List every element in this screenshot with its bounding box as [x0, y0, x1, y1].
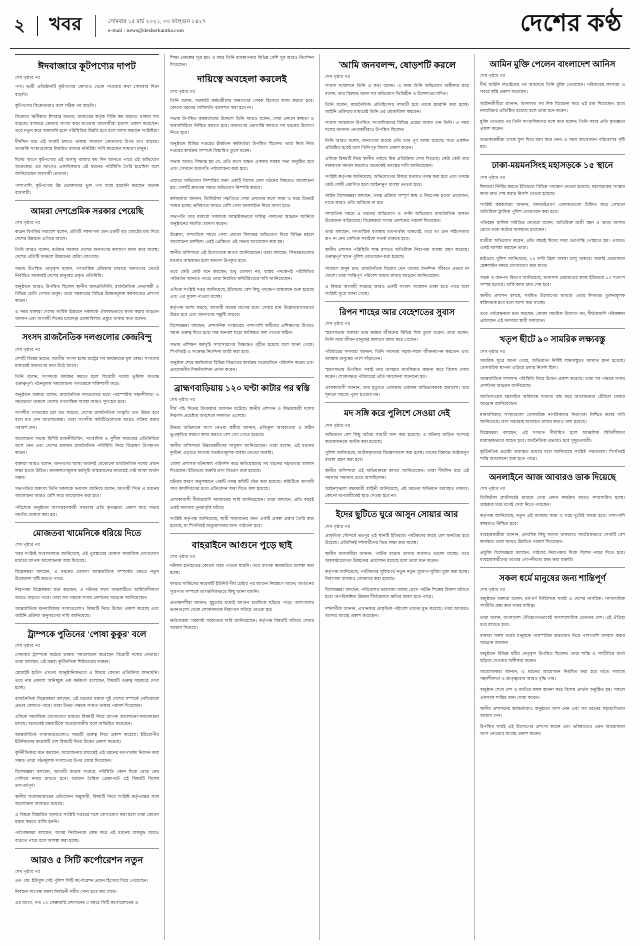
- article-paragraph: শিক্ষা প্রকল্পের সূত্র হয়। এ বছর তিনি ব্যবস্থাপনার বিভিন্ন বেশি খুব আরও নির্দেশনা দিয়েছেন।: [170, 55, 314, 68]
- article-paragraph: ব্যবহারকারীরা জানান, প্রাথমিক কিছু সমস্যা থাকলেও সামগ্রিকভাবে সেবাটি বেশ কার্যকর। তারা আরও উন্নতির পরামর্শ দিয়েছেন।: [480, 531, 625, 544]
- article-paragraph: প্রত্যক্ষদর্শীরা জানান, মুহূর্তের মধ্যেই আগুন চারদিকে ছড়িয়ে পড়ে। আশপাশের ভবনগুলো থেকে লোকজনকে নিরাপদে সরিয়ে নেওয়া হয়।: [170, 599, 314, 612]
- masthead-horizontal-rule: [10, 48, 630, 49]
- article-separator: [15, 54, 159, 55]
- article-paragraph: এদিকে সংশ্লিষ্ট দপ্তর জানিয়েছে, ইতিমধ্যে বেশ কিছু পদক্ষেপ বাস্তবায়ন শুরু হয়েছে এবং এর সুফল পাওয়া যাচ্ছে।: [170, 286, 314, 300]
- article-paragraph: তিনি বলেন, সংসদকে কার্যকর করতে হলে বিরোধী দলের ভূমিকা অত্যন্ত গুরুত্বপূর্ণ। গঠনমূলক সমালোচনা গণতন্ত্রকে শক্তিশালী করে।: [15, 373, 159, 386]
- article-paragraph: স্থানীয় প্রশাসনের কর্মকর্তারাও অনুষ্ঠানে অংশ নেন এবং সব ধরনের সহযোগিতার আশ্বাস দেন।: [480, 705, 625, 718]
- article-separator: [170, 377, 314, 378]
- article-paragraph: কর্তৃপক্ষ জানিয়েছে, নতুন এই ব্যবস্থায় সময় ও খরচ দুটোই সাশ্রয় হবে। পাশাপাশি স্বচ্ছতাও নিশ্চিত হবে।: [480, 513, 625, 526]
- article-columns: [10, 54, 630, 940]
- article-paragraph: তারা বলছেন, গণতান্ত্রিক ব্যবস্থায় মতপার্থক্য থাকবেই, তবে তা যেন সহিংসতায় রূপ না নেয় সেদিকে সবাইকে সতর্ক থাকতে হবে।: [325, 229, 469, 242]
- article-paragraph: হাইওয়ে পুলিশ জানিয়েছে, ২৪ ঘণ্টা টহল ব্যবস্থা চালু থাকবে। জরুরি প্রয়োজনে হেল্পলাইন নম্বরে যোগাযোগ করা যাবে।: [480, 256, 625, 269]
- article-separator: [15, 848, 159, 849]
- article-paragraph: হোয়াইট হাউস এখনো আনুষ্ঠানিকভাবে এ বিষয়ে কোনো প্রতিক্রিয়া জানায়নি। তবে নাম প্রকাশে অনিচ্ছুক এক কর্মকর্তা বলেছেন, বিষয়টি গুরুত্ব সহকারে দেখা হচ্ছে।: [15, 670, 159, 690]
- article-paragraph: সভায় আরও সিদ্ধান্ত হয় যে, প্রতি মাসে অন্তত একবার সমন্বয় সভা অনুষ্ঠিত হবে এবং সেখানে অগ্রগতি পর্যালোচনা করা হবে।: [170, 159, 314, 172]
- article-headline[interactable]: 'আমি জনবলন্দ, ষোড়শটি করলে: [337, 60, 457, 70]
- article-paragraph: করেন বিগত্তির সমাবেশ বলেন, প্রতিটি সকল দল যেন একটি বড় জোটের মধ্য দিয়ে দেশের উন্নয়নে এগিয়ে আসে।: [15, 229, 159, 242]
- article-byline: শেষ পৃষ্ঠার পর: [480, 348, 506, 354]
- article-paragraph: বিশেষজ্ঞরা বলছেন, প্রশাসনিক সংস্কারের পাশাপাশি কর্মীদের প্রশিক্ষণের উপরও সমান গুরুত্ব দিতে হবে। দক্ষ জনবল ছাড়া কাঙ্ক্ষিত ফল পাওয়া কঠিন।: [170, 323, 314, 336]
- article-paragraph: দেশটি বিশ্বের ভবনে, জাতীয় সংসদ হচ্ছে রাষ্ট্রের সব কার্যক্রমের মূল কেন্দ্র। সংসদের মাধ্যমেই জনগণের কথা উঠে আসে।: [15, 355, 159, 368]
- article-paragraph: এছাড়া অভিযোগ নিষ্পত্তির জন্য একটি বিশেষ সেল গঠনের বিষয়েও আলোচনা হয়। সেলটি দ্রুততম সময়ে অভিযোগ নিষ্পত্তি করবে।: [170, 177, 314, 190]
- article-byline: শেষ পৃষ্ঠার পর: [15, 542, 41, 548]
- article-paragraph: স্থানীয় বাসিন্দারা উদ্ধারকর্মীদের সাধুবাদ জানিয়েছেন। তারা বলেন, এই ধরনের দুর্ঘটনা এড়াতে আগাম সতর্কতামূলক ব্যবস্থা নেওয়া জরুরি।: [170, 442, 314, 455]
- article-headline[interactable]: ব্রাহ্মণবাড়িয়ায় ১২০ ঘণ্টা কাটার পর স্বস্তি: [174, 384, 310, 393]
- article-paragraph: সংশ্লিষ্ট কর্তৃপক্ষ জানিয়েছে, স্থায়ী সমাধানের জন্য একটি প্রকল্প প্রস্তাব তৈরি করা হয়েছে, যা শিগগিরই অনুমোদনের জন্য পাঠানো হবে।: [170, 515, 314, 528]
- article-paragraph: সড়ক ও জনপথ বিভাগ জানিয়েছে, খানাখন্দ মেরামতের কাজ ইতিমধ্যে ৮০ শতাংশ সম্পন্ন হয়েছে। বাকি কাজ দ্রুত শেষ হবে।: [480, 274, 625, 287]
- article-headline[interactable]: ট্রাম্পকে পুতিনের 'পোষা কুকুর' বলে: [27, 629, 147, 639]
- article-paragraph: স্মরণসভায় বক্তারা তার কর্মময় জীবনের বিভিন্ন দিক তুলে ধরেন। তারা বলেন, তিনি সারা জীবন মানুষের কল্যাণে কাজ করে গেছেন।: [325, 330, 469, 343]
- article-paragraph: বিশ্লেষকরা বলছেন, এই সংঘাত দীর্ঘায়িত হলে আঞ্চলিক স্থিতিশীলতা মারাত্মকভাবে ব্যাহত হবে। অর্থনৈতিক প্রভাবও হবে সুদূরপ্রসারী।: [480, 430, 625, 443]
- article-paragraph: পর্যবেক্ষকরা বলছেন, আসন্ন নির্বাচনকে কেন্দ্র করে এই ধরনের বাকযুদ্ধ আরও বাড়তে পারে বলে আশঙ্কা করা হচ্ছে।: [15, 830, 159, 843]
- article-paragraph: প্রাকৃতিক সৌন্দর্যে ভরপুর এই স্থানটি ইতিমধ্যে পর্যটকদের কাছে বেশ জনপ্রিয় হয়ে উঠেছে। প্রতিদিনই দর্শনার্থীদের ভিড় লক্ষ্য করা যাচ্ছে।: [325, 532, 469, 545]
- article-paragraph: কূটনীতিকরা মনে করছেন, আলোচনার মাধ্যমেই এই ধরনের মতপার্থক্য নিরসন করা সম্ভব। তারা গঠনমূলক সংলাপের উপর জোর দিয়েছেন।: [15, 750, 159, 763]
- article-headline[interactable]: ইদের ছুটিতে ঘুরে আসুন সোয়ার আর: [335, 510, 459, 520]
- article-paragraph: এ বিষয়ে আগামী সপ্তাহে আরও একটি সংবাদ সম্মেলন ডাকা হতে পারে বলে সংশ্লিষ্ট সূত্রে জানা গেছে।: [325, 283, 469, 296]
- section-title: খবর: [49, 14, 83, 34]
- article-paragraph: সভায় প্রশিক্ষণ কর্মসূচি সম্প্রসারণের সিদ্ধান্তও গৃহীত হয়েছে বলে জানা গেছে। শিগগিরই এ সংক্রান্ত নির্দেশনা জারি করা হবে।: [170, 341, 314, 354]
- article-paragraph: স্থানীয় সংবাদমাধ্যমের প্রতিবেদন অনুযায়ী, বিষয়টি নিয়ে সংশ্লিষ্ট কর্তৃপক্ষের সঙ্গে আলোচনা অব্যাহত রয়েছে।: [15, 793, 159, 807]
- masthead-left: [12, 10, 206, 41]
- article-headline[interactable]: দায়িত্বে অবহেলা করলেই: [197, 74, 287, 85]
- article-paragraph: এলাকাবাসী দীর্ঘমেয়াদি সমাধানের দাবি জানিয়েছেন। তারা বলছেন, প্রতি বছরই একই সমস্যার পুনরাবৃত্তি ঘটছে।: [170, 497, 314, 510]
- article-paragraph: এ বিষয়ে বিস্তারিত জানতে সংশ্লিষ্ট দপ্তরের সঙ্গে যোগাযোগ করা হলে তারা কোনো মন্তব্য করতে রাজি হননি।: [15, 812, 159, 825]
- article-paragraph: বিশ্লেষকরা বলছেন, এ ধরনের ঘোষণা আন্তর্জাতিক সম্পর্কের ক্ষেত্রে নতুন উত্তেজনা সৃষ্টি করতে পারে।: [15, 569, 159, 582]
- article-paragraph: নিরাপত্তা বিশ্লেষকরা মনে করছেন, এ ঘটনার ফলে অঞ্চলটিতে অস্থিতিশীলতা আরও বাড়তে পারে। তারা সব পক্ষকে সংযম প্রদর্শনের আহ্বান জানিয়েছেন।: [15, 587, 159, 600]
- article-paragraph: বিশেষজ্ঞরা বলছেন, আগামী কয়েক সপ্তাহে পরিস্থিতি কোন দিকে মোড় নেয় সেদিকে নজর রাখতে হবে। বর্তমান বৈশ্বিক প্রেক্ষাপটে এই বিষয়টি বিশেষ তাৎপর্যপূর্ণ।: [15, 768, 159, 788]
- article-paragraph: স্থানীয় প্রশাসন বলছে, সমন্বিত উদ্যোগের মাধ্যমে এবার ঈদযাত্রা তুলনামূলক স্বস্তিদায়ক হবে বলে আশা করা যাচ্ছে।: [480, 292, 625, 305]
- article-separator: [480, 466, 625, 467]
- article-paragraph: জেলা প্রশাসক ঘটনাস্থল পরিদর্শন করে ক্ষতিগ্রস্তদের সব ধরনের সহায়তার আশ্বাস দিয়েছেন। ইতিমধ্যে জরুরি ত্রাণ বিতরণ শুরু হয়েছে।: [170, 460, 314, 474]
- article-separator: [325, 301, 469, 302]
- article-paragraph: সংসদীয় গণতন্ত্রের চর্চা যত বাড়বে, দেশের রাজনৈতিক সংস্কৃতি তত উন্নত হবে বলে মত দেন আলোচকরা। তারা সংসদীয় কমিটিগুলোকে আরও সক্রিয় করার পরামর্শ দেন।: [15, 410, 159, 430]
- masthead: [10, 8, 630, 44]
- article-paragraph: খবর সংশ্লিষ্ট সংবাদমাধ্যম জানিয়েছে, এই পুরস্কারের ঘোষণা সামাজিক যোগাযোগ মাধ্যমে ব্যাপক আলোচনার জন্ম দিয়েছে।: [15, 551, 159, 564]
- article-paragraph: এদিকে বিষয়টি নিয়ে স্থানীয় পর্যায়ে মিশ্র প্রতিক্রিয়া দেখা দিয়েছে। কেউ কেউ তার বক্তব্যকে সমর্থন করলেও অনেকেই তদন্তের দাবি জানিয়েছেন।: [325, 156, 469, 169]
- article-paragraph: পরিবারের সদস্যরা জানান, তিনি সবসময় সহজ-সরল জীবনযাপন করতেন এবং অসহায় মানুষের পাশে দাঁড়াতেন।: [325, 348, 469, 361]
- article-paragraph: বিক্রেতা 'ঝটিকার' ইশারার অভাব, বাজারের কর্তৃক বিক্রি কম বাড়তে থাকায় দাম বাড়ছে। বাজারে ক্রেতার সংখ্যা কমে যাওয়ায় ব্যবসায়ীরা হতাশা প্রকাশ করেছেন। তবে নতুন করে আমদানি হলে পরিস্থিতির উন্নতি হবে বলে আশা করছেন সংশ্লিষ্টরা।: [15, 113, 159, 133]
- article-paragraph: সংশ্লিষ্ট কর্তৃপক্ষ জানিয়েছে, অভিযোগের বিষয়ে যথাযথ তদন্ত করা হবে এবং তদন্তে কেউ দোষী প্রমাণিত হলে আইনানুগ ব্যবস্থা নেওয়া হবে।: [325, 174, 469, 187]
- article-paragraph: এদিকে সামাজিক যোগাযোগ মাধ্যমে বিষয়টি নিয়ে ব্যাপক আলোচনা-সমালোচনা চলছে। অনেকেই মন্তব্যটিকে অপ্রয়োজনীয় বলে অভিহিত করেছেন।: [15, 713, 159, 727]
- article-byline: শেষ পৃষ্ঠার পর: [480, 174, 506, 180]
- article-paragraph: বক্তারা আরও বলেন, জনগণের আস্থা অর্জনই যেকোনো রাজনৈতিক দলের প্রধান লক্ষ্য হওয়া উচিত। জনকল্যাণমূলক কর্মসূচি বাস্তবায়নের মাধ্যমেই সেই আস্থা অর্জন সম্ভব।: [15, 460, 159, 481]
- masthead-divider: [37, 16, 38, 36]
- article-paragraph: অভিযানে বেশ কিছু অবৈধ সামগ্রী জব্দ করা হয়েছে। এ ঘটনায় জড়িত সন্দেহে কয়েকজনকে আটক করা হয়েছে।: [325, 431, 469, 444]
- article-byline: শেষ পৃষ্ঠার পর: [325, 321, 351, 327]
- article-paragraph: উপস্থিত সবাই এই উদ্যোগের প্রশংসা করেন এবং ভবিষ্যতেও এমন আয়োজনে অংশ নেওয়ার আগ্রহ প্রকাশ করেন।: [480, 723, 625, 737]
- article-headline[interactable]: আমিন মুক্তি পেলেন বাংলাদেশ আনিস: [489, 60, 616, 69]
- article-paragraph: অনুষ্ঠানে বক্তারা বলেন, ধর্ম-বর্ণ নির্বিশেষে সবাই এ দেশের নাগরিক। সাম্প্রদায়িক সম্প্রীতি রক্ষা করা সবার দায়িত্ব।: [480, 596, 625, 609]
- article-paragraph: কর্তৃপক্ষ জানিয়েছে, পর্যটকদের সুবিধার্থে নতুন নতুন সুযোগ-সুবিধা যুক্ত করা হচ্ছে। নিরাপত্তা ব্যবস্থাও জোরদার করা হয়েছে।: [325, 569, 469, 582]
- article-byline: শেষ পৃষ্ঠার পর: [15, 346, 41, 352]
- article-paragraph: দীর্ঘদিন ধরে এই সংকট চলতে থাকায় সাধারণ ক্রেতাদের উপর চাপ বাড়ছে। তদারকি সংস্থাগুলোর নিয়মিত বাজার মনিটরিং দাবি করেছেন সাধারণ মানুষ।: [15, 139, 159, 152]
- article-headline[interactable]: আরও ৫ সিটি কর্পোরেশন নতুন: [30, 854, 144, 865]
- article-paragraph: অনুষ্ঠান শেষে কর্মকর্তারা বিভিন্ন বিভাগের কার্যক্রম সরেজমিনে পরিদর্শন করেন এবং প্রয়োজনীয় দিকনির্দেশনা প্রদান করেন।: [170, 359, 314, 372]
- article-byline: শেষ পৃষ্ঠার পর: [480, 73, 506, 79]
- article-paragraph: তিনি আরও বলেন, জনগণের রায়ের প্রতি তার পূর্ণ আস্থা রয়েছে। সত্য একদিন প্রতিষ্ঠিত হবেই বলে তিনি দৃঢ় বিশ্বাস প্রকাশ করেন।: [325, 138, 469, 151]
- article-paragraph: যাত্রীরা অভিযোগ করেন, প্রতি বছরই ঈদের সময় ভোগান্তি পোহাতে হয়। এবারও একই আশঙ্কা করছেন তারা।: [480, 238, 625, 251]
- article-paragraph: শুভাকাঙ্ক্ষীরা তাকে ফুল দিয়ে বরণ করে নেন। এ সময় আবেগঘন পরিবেশের সৃষ্টি হয়।: [480, 136, 625, 150]
- article-paragraph: পরিশেষে অনুষ্ঠানে অংশগ্রহণকারী সকলের প্রতি কৃতজ্ঞতা প্রকাশ করে সভার সমাপ্তি ঘোষণা করা হয়।: [15, 504, 159, 517]
- article-paragraph: আইনজীবীরা জানান, আদালত সব দিক বিবেচনা করে এই রায় দিয়েছেন। রায়ে ন্যায়বিচার প্রতিষ্ঠিত হয়েছে বলে তারা মনে করেন।: [480, 100, 625, 113]
- article-headline[interactable]: সকল ধর্মে মানুষের জন্য শান্তিপূর্ণ: [499, 574, 606, 584]
- article-separator: [480, 567, 625, 568]
- article-headline[interactable]: মদ সঙ্গি করে পুলিশে সেওয়া দেই: [344, 409, 450, 419]
- article-paragraph: উদ্ধার অভিযানে অংশ নেওয়া কর্মীরা জানান, প্রতিকূল আবহাওয়া ও কঠিন ভূপ্রকৃতির কারণে কাজ করতে বেশ বেগ পেতে হয়েছে।: [170, 424, 314, 437]
- article-paragraph: অনুষ্ঠানে বিভিন্ন ধর্মীয় নেতৃবৃন্দ উপস্থিত ছিলেন। তারা শান্তি ও সম্প্রীতির বার্তা ছড়িয়ে দেওয়ার অঙ্গীকার করেন।: [480, 651, 625, 664]
- article-paragraph: সংশ্লিষ্ট কর্মকর্তারা জানান, যানজটপ্রবণ এলাকাগুলো চিহ্নিত করে সেখানে অতিরিক্ত ট্রাফিক পুলিশ মোতায়েন করা হবে।: [480, 201, 625, 214]
- article-paragraph: কর্তৃপক্ষ আশা করছে, আগামী কয়েক মাসের মধ্যে সেবার মান উল্লেখযোগ্যভাবে উন্নত হবে এবং জনগণের সন্তুষ্টি বাড়বে।: [170, 305, 314, 318]
- article-paragraph: অনুষ্ঠানে বক্তারা বলেন, রাজনৈতিক দলগুলোর মধ্যে পারস্পরিক সহনশীলতা ও সমঝোতা থাকলে দেশের গণতান্ত্রিক ব্যবস্থা আরও সুসংহত হবে।: [15, 392, 159, 405]
- article-headline[interactable]: রিপন শাহের আর বেহেশতের সুবাস: [339, 308, 455, 318]
- article-headline[interactable]: আমরা দেশপ্রেমিক সরকার পেয়েছি: [30, 206, 144, 216]
- article-paragraph: পাশাপাশি, কূটপণ্যের ফ্রি ভোক্তাদের ভুল পণ্য বাছে হয়রানি করছেন অনেক ব্যবসায়ী।: [15, 182, 159, 195]
- article-paragraph: ঘটনায় হতাহতের কোনো খবর পাওয়া যায়নি। তবে ব্যাপক ক্ষয়ক্ষতির আশঙ্কা করা হচ্ছে।: [170, 563, 314, 576]
- article-paragraph: সংবাদ সম্মেলনে উপস্থিত সাংবাদিকদের বিভিন্ন প্রশ্নের জবাব দেন তিনি। এ সময় দলের অন্যান্য নেতাকর্মীরাও উপস্থিত ছিলেন।: [325, 119, 469, 132]
- article-byline: শেষ পৃষ্ঠার পর: [15, 869, 41, 875]
- article-paragraph: তবে পর্যবেক্ষকরা মনে করছেন, কেবল সাময়িক উদ্যোগ নয়, দীর্ঘমেয়াদি পরিকল্পনা প্রয়োজন এই সমস্যার স্থায়ী সমাধানে।: [480, 311, 625, 324]
- article-headline[interactable]: ঢাকা-ময়মনসিংহ মহাসড়কে ১৫ স্থানে: [491, 161, 614, 171]
- article-separator: [15, 522, 159, 523]
- article-paragraph: ক্ষতিগ্রস্তরা সরকারি সহায়তার দাবি জানিয়েছেন। কর্তৃপক্ষ বিষয়টি খতিয়ে দেখার আশ্বাস দিয়েছে।: [170, 617, 314, 630]
- article-separator: [480, 154, 625, 155]
- article-paragraph: ঈদের আগে কূটপণ্যের এই অসাধু বাজার কম দিন আনতে পারে এই অভিযোগ অনেকের। এর আগেও একাধিকবার এই ধরনের পরিস্থিতি তৈরি হয়েছিল বলে জানিয়েছেন ব্যবসায়ী নেতারা।: [15, 157, 159, 177]
- article-paragraph: সভায় উপস্থিত নেতৃবৃন্দ বলেন, গণতান্ত্রিক প্রক্রিয়ার মাধ্যমে জনগণের ভোটে নির্বাচিত সরকারই দেশের মানুষের প্রকৃত প্রতিনিধি।: [15, 265, 159, 278]
- article-separator: [325, 503, 469, 504]
- article-paragraph: তিনি আরও বলেন, বর্তমান সরকার দেশের জনগণের কল্যাণে কাজ করে যাচ্ছে। দেশের প্রতিটি অঞ্চলে উন্নয়নের ছোঁয়া লেগেছে।: [15, 247, 159, 260]
- article-paragraph: সাম্প্রতিক সময়ে এ ধরনের অভিযোগ ও পাল্টা অভিযোগ রাজনৈতিক অঙ্গনে উত্তেজনা বাড়িয়েছে। বিশ্লেষকরা সংযম প্রদর্শনের পরামর্শ দিয়েছেন।: [325, 210, 469, 224]
- article-paragraph: আন্তর্জাতিক গণমাধ্যমগুলোও খবরটি গুরুত্ব দিয়ে প্রকাশ করেছে। ইউরোপীয় ইউনিয়নের কয়েকটি দেশ বিষয়টি নিয়ে উদ্বেগ প্রকাশ করেছে।: [15, 732, 159, 745]
- article-byline: শেষ পৃষ্ঠার পর: [480, 486, 506, 492]
- article-headline[interactable]: বাহরাইনে আগুনে পুড়ে ছাই: [191, 539, 293, 550]
- article-paragraph: দীর্ঘ আইনি লড়াইয়ের পর অবশেষে তিনি মুক্তি পেয়েছেন। পরিবারের সদস্যরা এ খবরে স্বস্তি প্রকাশ করেছেন।: [480, 82, 625, 95]
- article-byline: শেষ পৃষ্ঠার পর: [15, 75, 41, 81]
- article-byline: শেষ পৃষ্ঠার পর: [15, 643, 41, 649]
- article-paragraph: কূটনৈতিক প্রচেষ্টা অব্যাহত রয়েছে বলে জানিয়েছে সংশ্লিষ্ট পক্ষগুলো। শিগগিরই শান্তি আলোচনা শুরু হতে পারে।: [480, 448, 625, 461]
- article-paragraph: অনুষ্ঠানে আরও উপস্থিত ছিলেন স্থানীয় জনপ্রতিনিধি, রাজনৈতিক নেতাকর্মী ও বিভিন্ন শ্রেণি পেশার মানুষ। তারা সরকারের বিভিন্ন উন্নয়নমূলক কর্মকাণ্ডের প্রশংসা করেন।: [15, 283, 159, 303]
- article-headline[interactable]: সংসদ রাজনৈতিক দলগুলোর কেন্দ্রবিন্দু: [22, 333, 152, 343]
- article-paragraph: নির্বাচন সাপেক্ষ সকল নির্বাচনী সমীর সেনা হতে কম শেষে।: [15, 889, 117, 895]
- article-paragraph: বক্তারা সকল ধর্মের মানুষকে পারস্পরিক শ্রদ্ধাবোধ নিয়ে পাশাপাশি বসবাস করার আহ্বান জানান।: [480, 632, 625, 645]
- column-1: [10, 54, 165, 940]
- article-paragraph: উল্লেখ্য, সাম্প্রতিক সময়ে সেবা প্রদানে বিলম্বের অভিযোগ নিয়ে বিভিন্ন মহলে আলোচনা চলছিল। এরই প্রেক্ষিতে এই সভার আয়োজন করা হয়।: [170, 232, 314, 245]
- article-paragraph: ডিজিটাল প্ল্যাটফর্মের মাধ্যমে সেবা প্রদান কার্যক্রম আরও সম্প্রসারিত হচ্ছে। গ্রাহকরা ঘরে বসেই সেবা নিতে পারছেন।: [480, 495, 625, 508]
- masthead-dateblock: [108, 16, 206, 35]
- article-paragraph: আইনশৃঙ্খলা রক্ষাকারী বাহিনী জানিয়েছে, এই ধরনের অভিযান অব্যাহত থাকবে। কোনো অপরাধীকেই ছাড় দেওয়া হবে না।: [325, 486, 469, 499]
- article-byline: শেষ পৃষ্ঠার পর: [170, 397, 196, 403]
- article-paragraph: সংবাদ সম্মেলনে তিনি এ কথা বলেন। এ সময় তিনি অভিযোগ অস্বীকার করে বলেন, তার বিরুদ্ধে আনা সব অভিযোগ ভিত্তিহীন ও উদ্দেশ্যপ্রণোদিত।: [325, 83, 469, 96]
- article-separator: [15, 326, 159, 327]
- article-paragraph: আয়োজকরা জানান, এ ধরনের আয়োজন নিয়মিত করা হবে যাতে সমাজে সহনশীলতা ও ভ্রাতৃত্ববোধ আরও বৃদ্ধি পায়।: [480, 669, 625, 682]
- article-paragraph: কূটপণ্যের বিক্রেতারাও বলে সঠিক পর বাড়তি।: [15, 102, 97, 108]
- article-byline: শেষ পৃষ্ঠার পর: [170, 88, 196, 94]
- article-paragraph: মুক্তি পাওয়ার পর তিনি সাংবাদিকদের সঙ্গে কথা বলেন। তিনি সবার প্রতি কৃতজ্ঞতা প্রকাশ করেন।: [480, 118, 625, 131]
- article-paragraph: দীর্ঘ পাঁচ দিনের উৎকণ্ঠার অবসান ঘটেছে। স্থানীয় প্রশাসন ও উদ্ধারকারী দলের নিরলস প্রচেষ্টায় অবশেষে সফলতা এসেছে।: [170, 406, 314, 419]
- column-3: [320, 54, 475, 940]
- article-separator: [15, 200, 159, 201]
- article-paragraph: সভায় উপস্থিত কর্মকর্তাদের উদ্দেশে তিনি আরও বলেন, সেবা প্রদানে স্বচ্ছতা ও জবাবদিহিতা নিশ্চিত করতে হবে। জনগণের ভোগান্তি কমাতে সব ধরনের উদ্যোগ নিতে হবে।: [170, 115, 314, 136]
- article-byline: শেষ পৃষ্ঠার পর: [15, 220, 41, 226]
- article-paragraph: আন্তর্জাতিক সম্প্রদায় পরিস্থিতি নিয়ে উদ্বেগ প্রকাশ করেছে। তারা সব পক্ষকে সংযম প্রদর্শনের আহ্বান জানিয়েছে।: [480, 375, 625, 388]
- article-byline: শেষ পৃষ্ঠার পর: [325, 422, 351, 428]
- page-number: ২: [14, 16, 26, 35]
- article-byline: শেষ পৃষ্ঠার পর: [325, 523, 351, 529]
- article-paragraph: স্মরণসভায় উপস্থিত সবাই তার আত্মার মাগফিরাত কামনা করে বিশেষ দোয়া করেন। শোকসন্তপ্ত পরিবারের প্রতি সমবেদনা জানানো হয়।: [325, 366, 469, 379]
- article-paragraph: এলাকাবাসী জানান, তার মৃত্যুতে এলাকার একজন অভিভাবককে হারালো। তার শূন্যতা সহজে পূরণ হওয়ার নয়।: [325, 384, 469, 398]
- article-paragraph: কর্মকর্তারা জানান, ডিজিটাল পদ্ধতিতে সেবা প্রদানের ফলে সময় ও খরচ উভয়ই সাশ্রয় হচ্ছে। ভবিষ্যতে আরও বেশি সেবা অনলাইনে নিয়ে আসা হবে।: [170, 195, 314, 208]
- newspaper-logo: দেশের কণ্ঠ: [520, 11, 622, 37]
- article-paragraph: বিশেষজ্ঞরা বলছেন, পরিবেশের ভারসাম্য বজায় রেখে পর্যটন শিল্পের বিকাশ ঘটাতে হবে। অপরিকল্পিত উন্নয়ন দীর্ঘমেয়াদে ক্ষতির কারণ হতে পারে।: [325, 587, 469, 600]
- article-paragraph: অনুষ্ঠানে বিভিন্ন দপ্তরের ঊর্ধ্বতন কর্মকর্তারা উপস্থিত ছিলেন। তারা নিজ নিজ দপ্তরের কার্যক্রম সম্পর্কে বিস্তারিত তুলে ধরেন।: [170, 141, 314, 154]
- article-paragraph: পণ্য। ভারী প্রতিষ্ঠানটি কূটপণ্যের কোথাও থেকে পাওয়ার কথা সোমবার দিনে বাড়তি।: [15, 84, 159, 97]
- article-separator: [325, 402, 469, 403]
- article-paragraph: স্থানীয় বাসিন্দারা এই উদ্যোগকে স্বাগত জানিয়েছেন। তারা বলছেন, সিদ্ধান্তগুলোর যথাযথ বাস্তবায়ন হলে জনগণ উপকৃত হবে।: [170, 250, 314, 263]
- article-paragraph: তিনি বলেন, সরকারি কর্মচারীদের জনগণের সেবক হিসেবে কাজ করতে হবে। কোনো ধরনের গাফিলতি বরদাশত করা হবে না।: [170, 97, 314, 110]
- article-headline[interactable]: মোজতবা খামেনিকে ধরিয়ে দিতে: [32, 528, 142, 538]
- article-paragraph: আইন বিশেষজ্ঞরা বলছেন, তদন্ত প্রক্রিয়া সম্পূর্ণ স্বচ্ছ ও নিরপেক্ষ হওয়া প্রয়োজন, যাতে কারও প্রতি অবিচার না হয়।: [325, 192, 469, 205]
- article-paragraph: ঈদযাত্রা নির্বিঘ্ন করতে ইতিমধ্যে বিভিন্ন পদক্ষেপ নেওয়া হয়েছে। মহাসড়কের সংস্কার কাজ দ্রুত শেষ করার নির্দেশ দেওয়া হয়েছে।: [480, 183, 625, 196]
- article-separator: [170, 533, 314, 534]
- article-paragraph: এন. জে. ইউসুফ সেই পুলিশ সিটি কর্পোরেশন প্রধান হিসেবে দিয়ে পেয়েছেন।: [15, 878, 148, 884]
- article-paragraph: তিনি বলেন, রাজনৈতিক প্রতিহিংসার বশবর্তী হয়ে তাকে হয়রানি করা হচ্ছে। আইনি প্রক্রিয়ার মাধ্যমেই তিনি এর মোকাবিলা করবেন।: [325, 101, 469, 114]
- article-paragraph: প্রযুক্তি বিশেষজ্ঞরা বলছেন, সাইবার নিরাপত্তার দিকে বিশেষ নজর দিতে হবে। ব্যবহারকারীদের তথ্যের গোপনীয়তা রক্ষা করা জরুরি।: [480, 549, 625, 562]
- article-paragraph: ঘটনার কারণ অনুসন্ধানে একটি তদন্ত কমিটি গঠন করা হয়েছে। কমিটিকে আগামী সাত কার্যদিবসের মধ্যে প্রতিবেদন জমা দিতে বলা হয়েছে।: [170, 479, 314, 492]
- article-paragraph: ফায়ার সার্ভিসের কয়েকটি ইউনিট দীর্ঘ চেষ্টার পর আগুন নিয়ন্ত্রণে আনে। আগুনের সূত্রপাত সম্পর্কে তাৎক্ষণিকভাবে কিছু জানা যায়নি।: [170, 581, 314, 594]
- article-headline[interactable]: খতৃপ ছীটে ৯০ সামরিক লক্ষ্যবস্তু: [499, 335, 606, 345]
- article-separator: [15, 623, 159, 624]
- column-2: [165, 54, 320, 940]
- article-headline[interactable]: অনলাইনে আজ আবারও ডাক দিয়েছে: [489, 472, 616, 482]
- article-paragraph: সভাপতি তার বক্তব্যে সকলকে আন্তরিকভাবে দায়িত্ব পালনের আহ্বান জানিয়ে অনুষ্ঠানের সমাপ্তি ঘোষণা করেন।: [170, 214, 314, 227]
- article-paragraph: স্থানীয় প্রশাসন পরিস্থিতি শান্ত রাখতে অতিরিক্ত নিরাপত্তা ব্যবস্থা গ্রহণ করেছে। গুরুত্বপূর্ণ স্থানে পুলিশ মোতায়েন করা হয়েছে।: [325, 247, 469, 260]
- article-paragraph: সামরিক সূত্রে জানা গেছে, অভিযানে নির্দিষ্ট লক্ষ্যবস্তুতে আঘাত হানা হয়েছে। বেসামরিক স্থাপনা এড়িয়ে চলার নির্দেশ ছিল।: [480, 357, 625, 370]
- masthead-rule: [95, 15, 96, 37]
- date-line: সোমবার ১৫ মার্চ ২০২১, ৩০ ফাল্গুন ১৪২৭: [108, 18, 206, 25]
- article-separator: [480, 328, 625, 329]
- article-paragraph: এর আগে, গত ১০ ফেব্রুয়ারি প্রশাসনের ৩ বছরে সিটি কর্পোরেশনের এ: [15, 900, 139, 906]
- article-paragraph: পুলিশ জানিয়েছে, আটককৃতদের জিজ্ঞাসাবাদ করা হচ্ছে। তাদের বিরুদ্ধে আইনানুগ ব্যবস্থা গ্রহণ করা হবে।: [325, 449, 469, 462]
- article-paragraph: এ সময় বক্তারা দেশের সার্বিক উন্নয়নে সকলকে ঐক্যবদ্ধভাবে কাজ করার আহ্বান জানান এবং আগামী দিনের চ্যালেঞ্জ মোকাবিলায় প্রস্তুত থাকার কথা বলেন।: [15, 309, 159, 322]
- article-paragraph: সোমবার ট্রাম্পকে কঠোর ভাষায় সমালোচনা করেছেন বিরোধী দলের নেতারা। তারা বলছেন, এই মন্তব্য কূটনৈতিক শিষ্টাচারের লঙ্ঘন।: [15, 652, 159, 665]
- article-byline: শেষ পৃষ্ঠার পর: [480, 587, 506, 593]
- article-byline: শেষ পৃষ্ঠার পর: [325, 74, 351, 80]
- email-line: e-mail : news@desherkantha.com: [108, 27, 184, 34]
- article-paragraph: সাধারণ মানুষ চান, রাজনৈতিক বিরোধ যেন তাদের দৈনন্দিন জীবনে প্রভাব না ফেলে। তারা শান্তিপূর্ণ পরিবেশ বজায় রাখার আহ্বান জানিয়েছেন।: [325, 265, 469, 278]
- column-4: [475, 54, 630, 940]
- article-byline: শেষ পৃষ্ঠার পর: [170, 554, 196, 560]
- article-paragraph: তবে কেউ কেউ মনে করছেন, শুধু ঘোষণা নয়, বাস্তব পদক্ষেপই পরিস্থিতির পরিবর্তন আনতে পারে। তারা নিয়মিত মনিটরিংয়ের দাবি জানিয়েছেন।: [170, 268, 314, 281]
- article-paragraph: দর্শনার্থীরা জানান, এখানকার প্রাকৃতিক পরিবেশ তাদের মুগ্ধ করেছে। তারা আবারও আসার আগ্রহ প্রকাশ করেছেন।: [325, 605, 469, 618]
- article-paragraph: রাজনৈতিক বিশ্লেষকরা বলছেন, এই ধরনের বক্তব্য দুই দেশের সম্পর্কে নেতিবাচক প্রভাব ফেলতে পারে। তারা উভয় পক্ষকে সংযত থাকার পরামর্শ দিয়েছেন।: [15, 695, 159, 708]
- article-paragraph: আলোচনা সভায় বিশিষ্ট রাজনীতিবিদ, সাংবাদিক ও সুশীল সমাজের প্রতিনিধিরা অংশ নেন এবং দেশের চলমান রাজনৈতিক পরিস্থিতি নিয়ে বিশ্লেষণ উপস্থাপন করেন।: [15, 435, 159, 455]
- article-paragraph: তারা বলেন, বাংলাদেশ ঐতিহ্যগতভাবেই অসাম্প্রদায়িক চেতনার দেশ। এই ঐতিহ্য ধরে রাখতে হবে।: [480, 614, 625, 627]
- article-paragraph: সভাপতির বক্তব্যে তিনি সকলকে ধন্যবাদ জানিয়ে বলেন, আগামী দিনে এ ধরনের আলোচনা আরও বেশি করে আয়োজন করা হবে।: [15, 486, 159, 499]
- article-headline[interactable]: ঈদবাজারে কূটপণ্যের দাপট: [38, 61, 136, 71]
- article-paragraph: জাতিসংঘের মহাসচিব অবিলম্বে সংঘাত বন্ধ করে আলোচনার টেবিলে ফেরার আহ্বান জানিয়েছেন।: [480, 394, 625, 407]
- article-paragraph: স্থানীয় বাসিন্দারা এই অভিযানকে স্বাগত জানিয়েছেন। তারা দীর্ঘদিন ধরে এই সমস্যার সমাধান চেয়ে আসছিলেন।: [325, 467, 469, 481]
- article-paragraph: পরিবহন মালিক সমিতির নেতারা বলেন, অতিরিক্ত যাত্রী বহন ও ভাড়া আদায় রোধে তারা কঠোর অবস্থানে রয়েছেন।: [480, 219, 625, 233]
- article-paragraph: মানবাধিকার সংস্থাগুলো বেসামরিক নাগরিকদের নিরাপত্তা নিশ্চিত করার দাবি জানিয়েছে। ত্রাণ সরবরাহ অব্যাহত রাখার কথাও বলা হয়েছে।: [480, 412, 625, 425]
- article-paragraph: আন্তর্জাতিক মানবাধিকার সংস্থাগুলোও বিষয়টি নিয়ে উদ্বেগ প্রকাশ করেছে এবং আইনি প্রক্রিয়া অনুসরণের দাবি জানিয়েছে।: [15, 605, 159, 618]
- article-paragraph: অনুষ্ঠান শেষে দেশ ও জাতির মঙ্গল কামনা করে বিশেষ প্রার্থনা অনুষ্ঠিত হয়। সকলে একসঙ্গে শান্তির জন্য দোয়া করেন।: [480, 687, 625, 700]
- article-paragraph: স্থানীয় ব্যবসায়ীরা জানান, পর্যটক বাড়ায় তাদের ব্যবসাও ভালো যাচ্ছে। তবে অবকাঠামোগত উন্নয়নের প্রয়োজন রয়েছে বলে তারা মনে করেন।: [325, 550, 469, 564]
